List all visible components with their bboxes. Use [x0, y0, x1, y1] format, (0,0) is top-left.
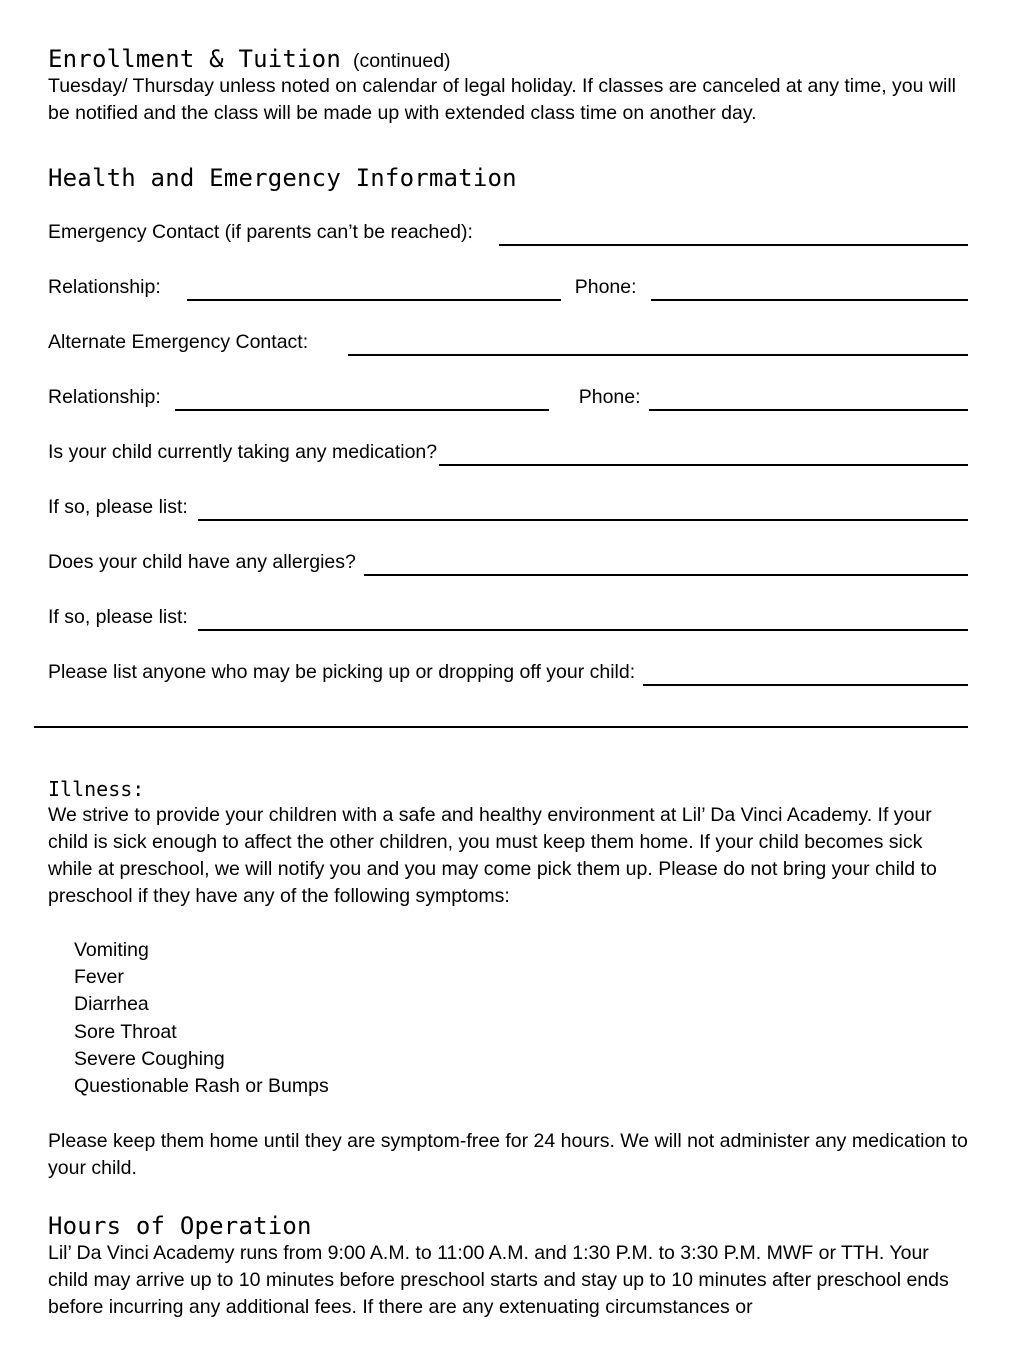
enrollment-heading: Enrollment & Tuition: [48, 45, 341, 73]
hours-section: [48, 1212, 968, 1321]
phone-field[interactable]: [651, 281, 968, 301]
allergies-row: [48, 549, 968, 576]
medication-label: Is your child currently taking any medication?: [48, 441, 438, 463]
pickup-label: Please list anyone who may be picking up or dropping off your child:: [48, 661, 636, 683]
relationship-label: Relationship:: [48, 276, 161, 298]
health-fields: [48, 219, 968, 686]
allergies-list-field[interactable]: [198, 611, 968, 631]
section-divider: [34, 726, 968, 728]
health-section: [48, 163, 968, 686]
hours-text: Lil’ Da Vinci Academy runs from 9:00 A.M. to 11:00 A.M. and 1:30 P.M. to 3:30 P.M. MWF or TTH. Your child may arrive up to 10 minutes before preschool starts and stay up to 10 minutes after preschool ends before incurring any additional fees. If there are any extenuating circumstances or: [48, 1242, 949, 1319]
relationship-field[interactable]: [187, 281, 561, 301]
enrollment-text: Tuesday/ Thursday unless noted on calendar of legal holiday. If classes are canceled at any time, you will be notified and the class will be made up with extended class time on another day.: [48, 75, 956, 124]
phone-label: Phone:: [574, 276, 637, 298]
health-heading: Health and Emergency Information: [48, 164, 517, 192]
alternate-contact-row: [48, 329, 968, 356]
pickup-field[interactable]: [643, 666, 968, 686]
allergies-label: Does your child have any allergies?: [48, 551, 356, 573]
medication-list-field[interactable]: [198, 501, 968, 521]
alternate-contact-label: Alternate Emergency Contact:: [48, 331, 309, 353]
emergency-contact-row: [48, 219, 968, 246]
illness-heading: Illness:: [48, 777, 145, 801]
emergency-contact-label: Emergency Contact (if parents can’t be reached):: [48, 221, 473, 243]
medication-list-label: If so, please list:: [48, 496, 188, 518]
relationship2-label: Relationship:: [48, 386, 161, 408]
relationship-row: [48, 274, 968, 301]
pickup-row: [48, 659, 968, 686]
hours-heading: Hours of Operation: [48, 1212, 312, 1241]
relationship2-row: [48, 384, 968, 411]
allergies-list-row: [48, 604, 968, 631]
list-item: Vomiting: [74, 939, 149, 961]
phone2-field[interactable]: [649, 391, 968, 411]
allergies-list-label: If so, please list:: [48, 606, 188, 628]
document-page: [48, 44, 968, 1321]
illness-section: [48, 776, 968, 1182]
list-item: Fever: [74, 966, 124, 989]
symptoms-list: [48, 937, 968, 1100]
alternate-contact-field[interactable]: [348, 336, 968, 356]
emergency-contact-field[interactable]: [499, 226, 968, 246]
medication-list-row: [48, 494, 968, 521]
enrollment-section: [48, 44, 968, 127]
illness-closing: Please keep them home until they are symptom-free for 24 hours. We will not administer any medication to your child.: [48, 1130, 968, 1180]
medication-row: [48, 439, 968, 466]
list-item: Questionable Rash or Bumps: [74, 1075, 329, 1098]
list-item: Sore Throat: [74, 1020, 177, 1043]
illness-text: We strive to provide your children with a safe and healthy environment at Lil’ Da Vinci Academy. If your child is sick enough to affect the other children, you must keep them home. If your child becomes sick while at preschool, we will notify you and you may come pick them up. Please do not bring your child to preschool if they have any of the following symptoms:: [48, 804, 937, 907]
continued-label: (continued): [352, 50, 451, 72]
phone2-label: Phone:: [578, 386, 641, 408]
allergies-field[interactable]: [364, 556, 968, 576]
medication-field[interactable]: [439, 446, 968, 466]
list-item: Diarrhea: [74, 993, 149, 1016]
list-item: Severe Coughing: [74, 1047, 225, 1070]
relationship2-field[interactable]: [175, 391, 549, 411]
